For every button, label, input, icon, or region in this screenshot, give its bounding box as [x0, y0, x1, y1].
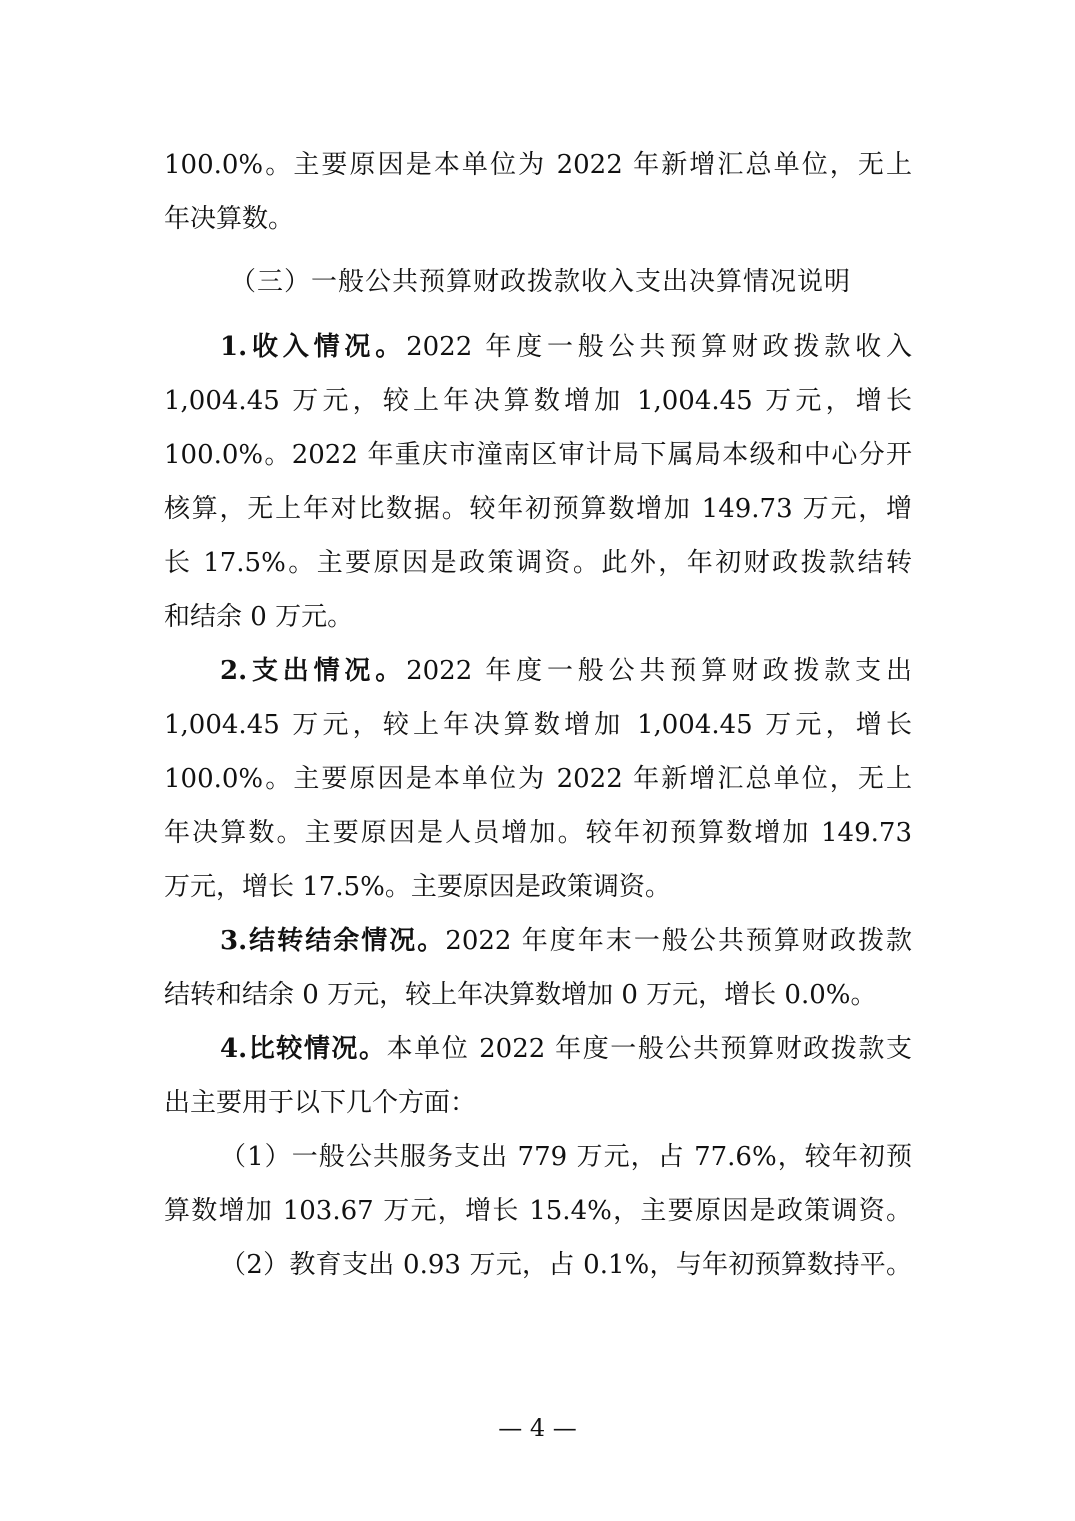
- carryover-heading: 3.结转结余情况。: [220, 926, 446, 956]
- paragraph-line: 1,004.45 万元，较上年决算数增加 1,004.45 万元，增长: [164, 386, 912, 416]
- paragraph-line: 出主要用于以下几个方面：: [164, 1088, 477, 1118]
- list-item-line: 算数增加 103.67 万元，增长 15.4%，主要原因是政策调资。: [164, 1196, 912, 1226]
- section-heading: （三）一般公共预算财政拨款收入支出决算情况说明: [230, 267, 852, 297]
- expenditure-heading: 2.支出情况。: [220, 656, 407, 686]
- list-item-line: （1）一般公共服务支出 779 万元，占 77.6%，较年初预: [220, 1142, 912, 1172]
- paragraph-line: [220, 1029, 912, 1069]
- list-item-line: （2）教育支出 0.93 万元，占 0.1%，与年初预算数持平。: [220, 1250, 912, 1280]
- paragraph-line: 年决算数。主要原因是人员增加。较年初预算数增加 149.73: [164, 818, 912, 848]
- paragraph-line: 100.0%。2022 年重庆市潼南区审计局下属局本级和中心分开: [164, 440, 912, 470]
- paragraph-line: 100.0%。主要原因是本单位为 2022 年新增汇总单位，无上: [164, 150, 912, 180]
- paragraph-line: [220, 921, 912, 961]
- paragraph-line: 1,004.45 万元，较上年决算数增加 1,004.45 万元，增长: [164, 710, 912, 740]
- comparison-heading: 4.比较情况。: [220, 1034, 387, 1064]
- paragraph-line: [220, 327, 912, 367]
- paragraph-line: 核算，无上年对比数据。较年初预算数增加 149.73 万元，增: [164, 494, 912, 524]
- paragraph-line: 长 17.5%。主要原因是政策调资。此外，年初财政拨款结转: [164, 548, 912, 578]
- income-heading: 1.收入情况。: [220, 332, 407, 362]
- paragraph-line: 万元，增长 17.5%。主要原因是政策调资。: [164, 872, 671, 902]
- paragraph-text: 2022 年度一般公共预算财政拨款收入: [406, 332, 912, 362]
- page-number: — 4 —: [498, 1414, 577, 1442]
- paragraph-line: 年决算数。: [164, 204, 295, 234]
- paragraph-line: 和结余 0 万元。: [164, 602, 354, 632]
- paragraph-line: [220, 651, 912, 691]
- paragraph-text: 2022 年度年末一般公共预算财政拨款: [445, 926, 912, 956]
- paragraph-text: 2022 年度一般公共预算财政拨款支出: [406, 656, 912, 686]
- paragraph-line: 结转和结余 0 万元，较上年决算数增加 0 万元，增长 0.0%。: [164, 980, 877, 1010]
- paragraph-text: 本单位 2022 年度一般公共预算财政拨款支: [386, 1034, 912, 1064]
- paragraph-line: 100.0%。主要原因是本单位为 2022 年新增汇总单位，无上: [164, 764, 912, 794]
